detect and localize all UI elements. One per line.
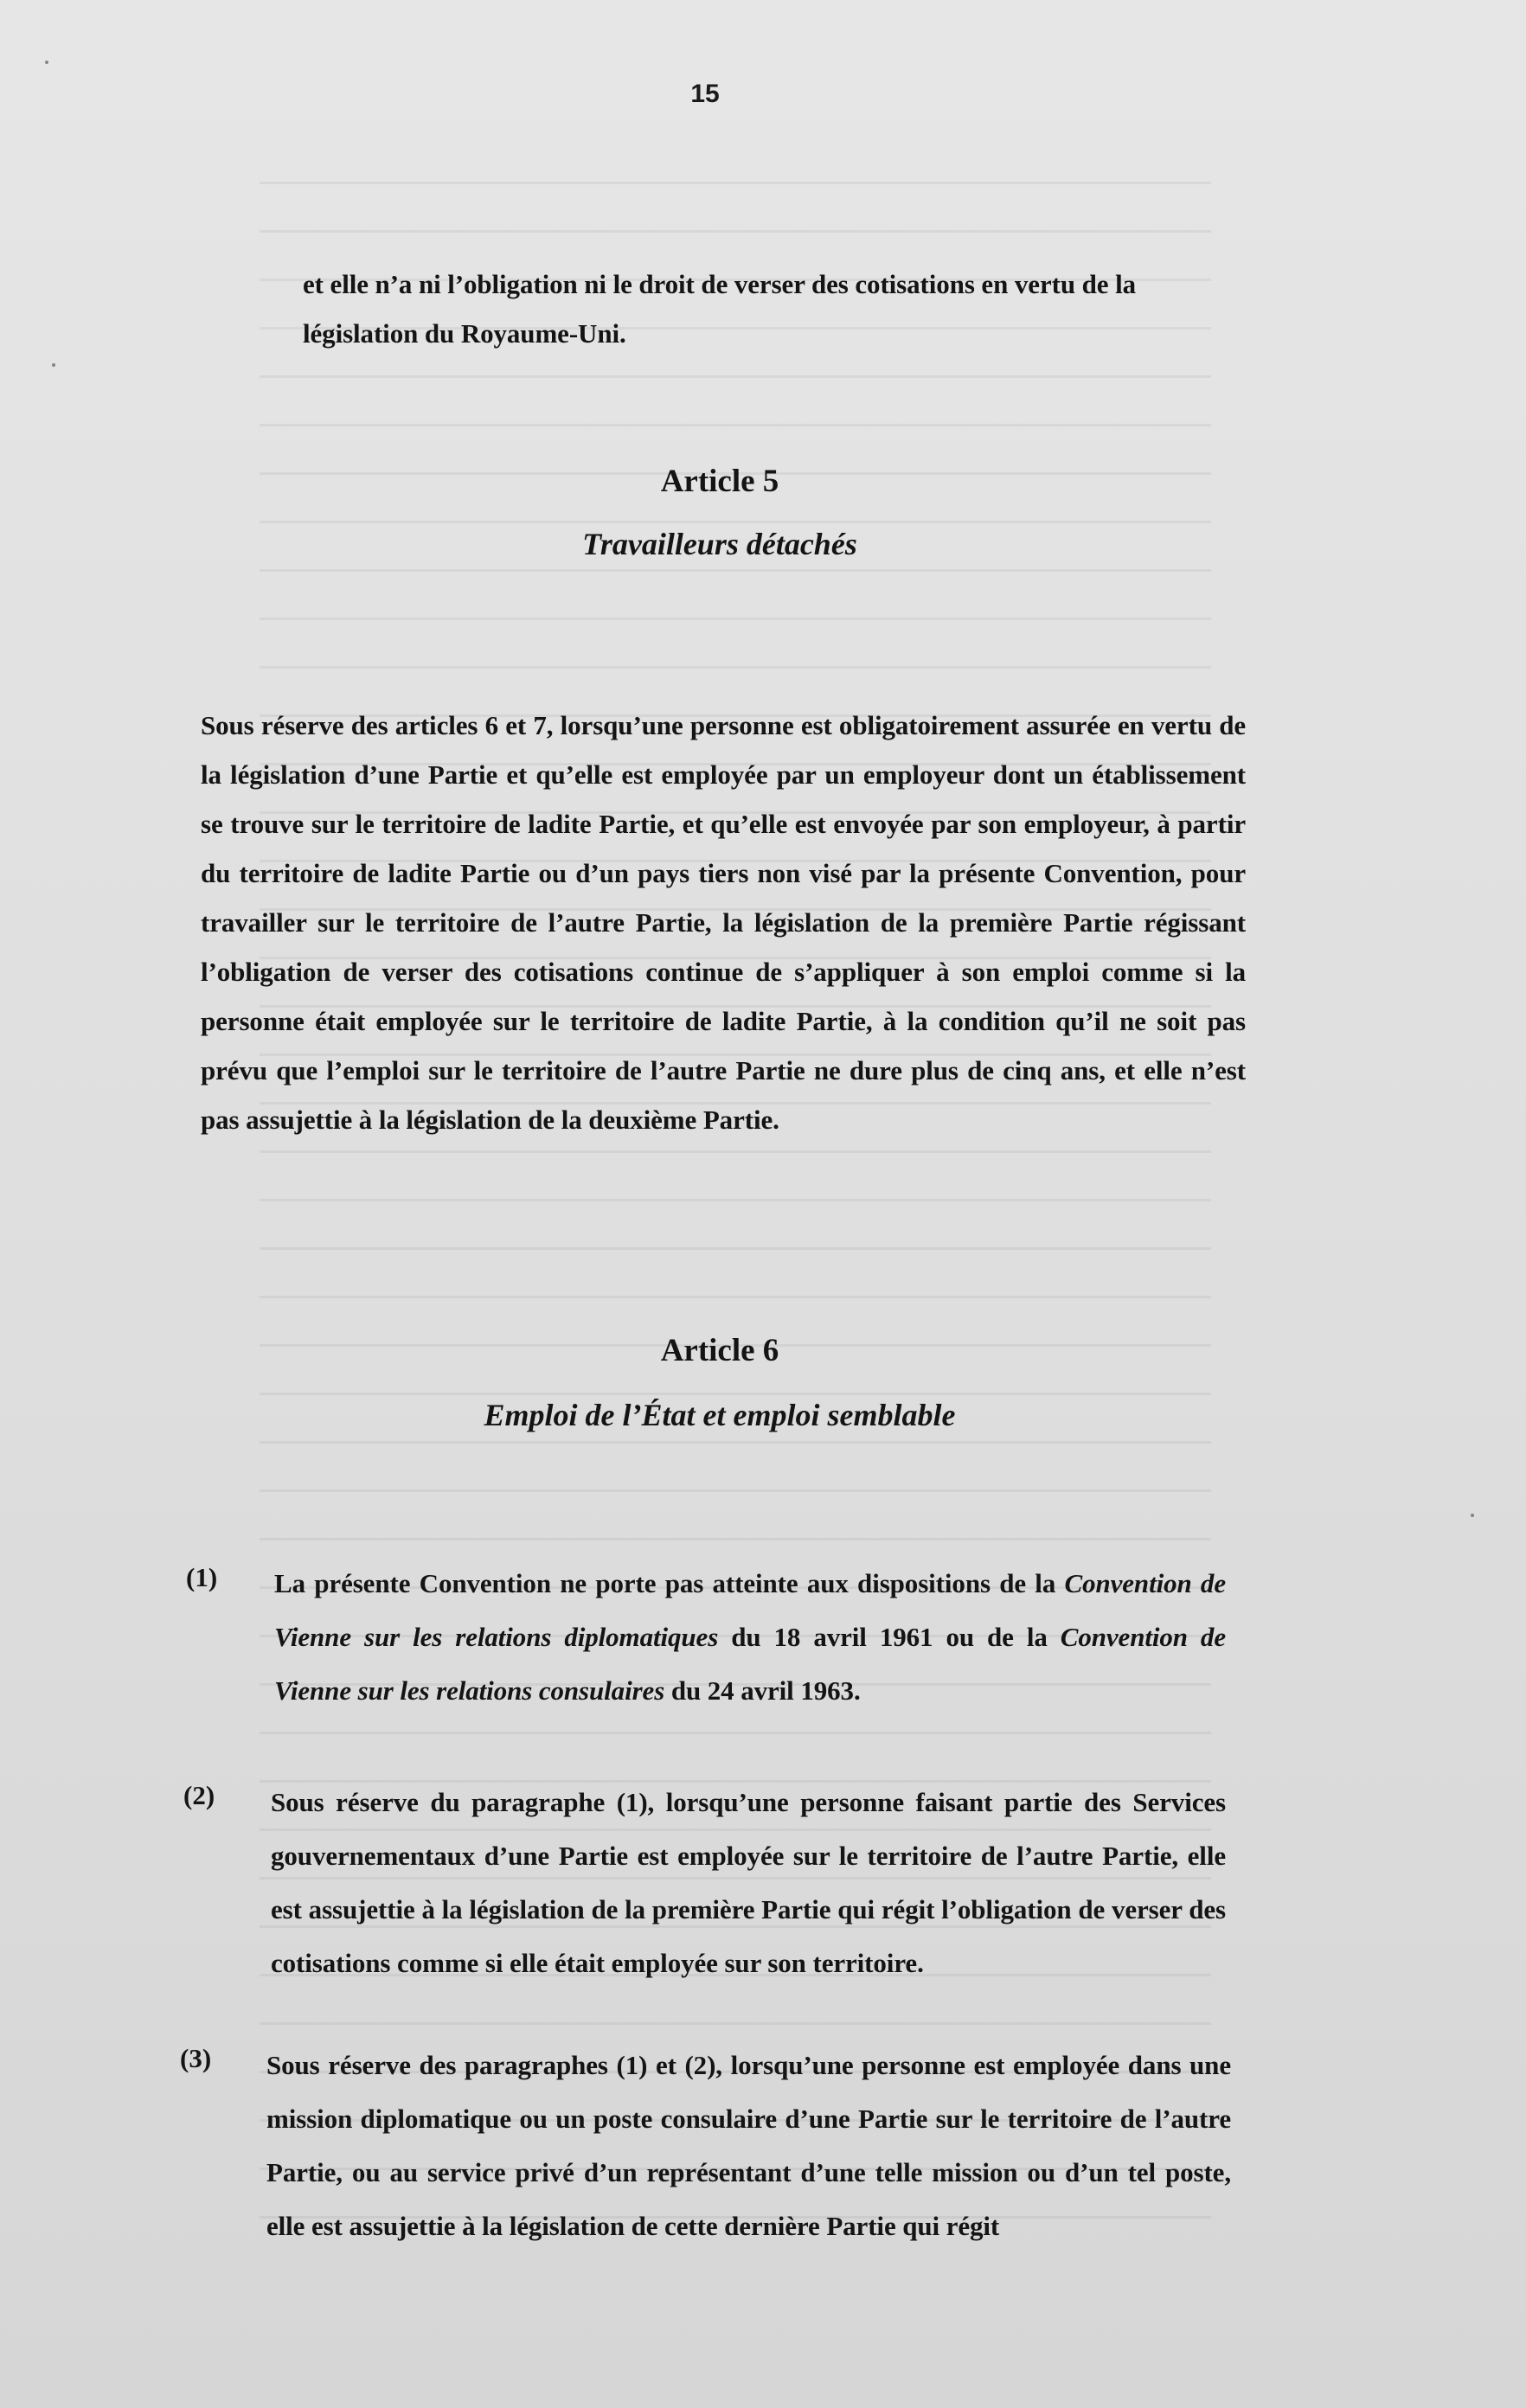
- page-number: 15: [690, 80, 720, 108]
- speck: [1471, 1514, 1474, 1517]
- paragraph-1-text: [274, 1557, 1226, 1718]
- paragraph-3-text: Sous réserve des paragraphes (1) et (2), lorsqu’une personne est employée dans une mission diplomatique ou un poste consulaire d’une Partie sur le territoire de l’autre Partie, ou au service privé d’un représentant d’une telle mission ou d’un tel poste, elle est assujettie à la législation de cette dernière Partie qui régit: [266, 2050, 1231, 2241]
- paragraph-3-number: (3): [180, 2043, 212, 2073]
- paragraph-1-convention-consular: Convention de Vienne sur les relations consulaires: [274, 1622, 1226, 1706]
- paragraph-1-after: du 24 avril 1963.: [664, 1675, 861, 1706]
- paragraph-1-number: (1): [186, 1562, 218, 1592]
- article-6-subtitle: Emploi de l’État et emploi semblable: [484, 1398, 956, 1432]
- speck: [52, 363, 55, 367]
- paragraph-1-convention-diplomatic: Convention de Vienne sur les relations diplomatiques: [274, 1568, 1226, 1652]
- article-6-title: Article 6: [660, 1333, 779, 1368]
- speck: [45, 61, 48, 64]
- article-5-subtitle: Travailleurs détachés: [582, 527, 857, 561]
- article-5-body: Sous réserve des articles 6 et 7, lorsqu’une personne est obligatoirement assurée en vertu de la législation d’une Partie et qu’elle est employée par un employeur dont un établissement se trouve sur le territoire de ladite Partie, et qu’elle est envoyée par son employeur, à partir du territoire de ladite Partie ou d’un pays tiers non visé par la présente Convention, pour travailler sur le territoire de l’autre Partie, la législation de la première Partie régissant l’obligation de verser des cotisations continue de s’appliquer à son emploi comme si la personne était employée sur le territoire de ladite Partie, à la condition qu’il ne soit pas prévu que l’emploi sur le territoire de l’autre Partie ne dure plus de cinq ans, et elle n’est pas assujettie à la législation de la deuxième Partie.: [201, 710, 1246, 1135]
- paragraph-1-before: La présente Convention ne porte pas atteinte aux dispositions de la: [274, 1568, 1065, 1598]
- paragraph-2-number: (2): [183, 1780, 215, 1810]
- intro-paragraph: et elle n’a ni l’obligation ni le droit de verser des cotisations en vertu de la législation du Royaume-Uni.: [303, 269, 1136, 349]
- paragraph-2-text: Sous réserve du paragraphe (1), lorsqu’une personne faisant partie des Services gouvernementaux d’une Partie est employée sur le territoire de l’autre Partie, elle est assujettie à la législation de la première Partie qui régit l’obligation de verser des cotisations comme si elle était employée sur son territoire.: [271, 1787, 1226, 1978]
- paragraph-1-middle: du 18 avril 1961 ou de la: [718, 1622, 1061, 1652]
- article-5-title: Article 5: [660, 464, 779, 499]
